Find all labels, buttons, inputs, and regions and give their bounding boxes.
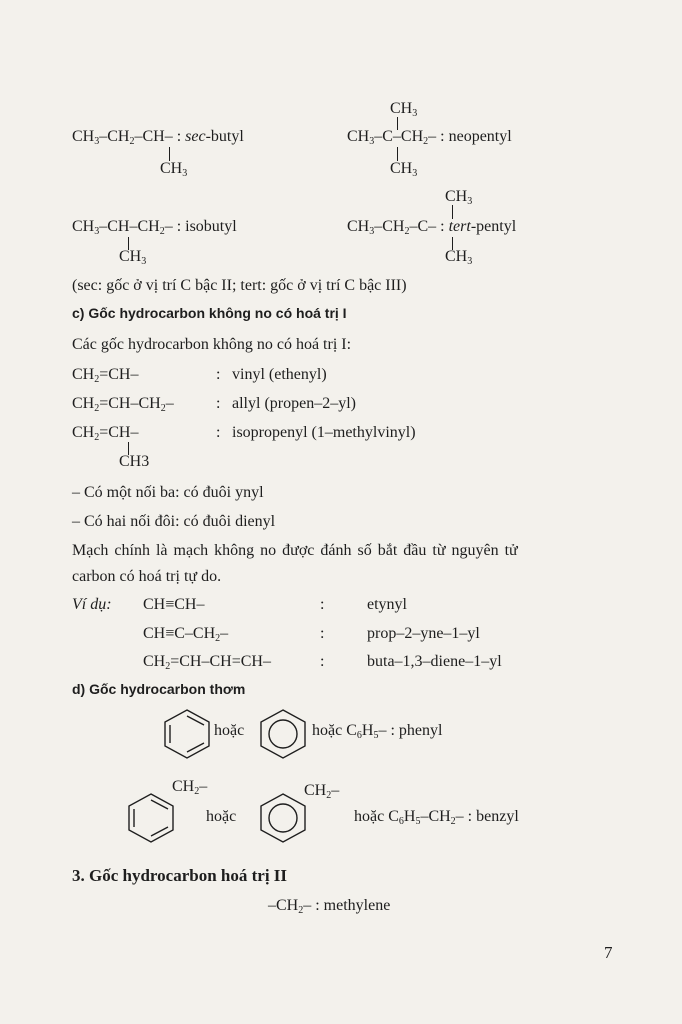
neopentyl-bottom: $CH_3$ <box>390 160 418 179</box>
tert-pentyl-bond-top <box>452 205 453 219</box>
page-number: 7 <box>604 943 613 962</box>
vinyl-sep: : <box>216 366 221 383</box>
neopentyl-bond-bottom <box>397 147 398 161</box>
section-3-heading: 3. Gốc hydrocarbon hoá trị II <box>72 866 288 885</box>
bullet-ynyl: – Có một nối ba: có đuôi ynyl <box>72 484 264 501</box>
sec-butyl-branch: $CH_3$ <box>160 160 188 179</box>
benzyl-ch2-a: $CH_2-$ <box>172 778 208 797</box>
etynyl-name: etynyl <box>367 596 407 613</box>
allyl-sep: : <box>216 395 221 412</box>
isopropenyl-formula: $CH_2=CH-$ <box>72 424 139 443</box>
isopropenyl-branch: CH3 <box>119 453 150 470</box>
butadienyl-formula: $CH_2=CH-CH=CH-$ <box>143 653 271 672</box>
bullet-dienyl: – Có hai nối đôi: có đuôi dienyl <box>72 513 276 530</box>
methylene-row: $-CH_2-$ : methylene <box>268 897 391 916</box>
benzyl-or-2: hoặc $C_6H_5-CH_2-$ : benzyl <box>354 808 519 827</box>
benzyl-ch2-b: $CH_2-$ <box>304 782 340 801</box>
isobutyl-formula: $CH_3-CH-CH_2-$ : isobutyl <box>72 218 237 237</box>
propynyl-formula: $CH\equiv C-CH_2-$ <box>143 625 229 644</box>
benzyl-aromatic-icon <box>256 790 310 846</box>
allyl-name: allyl (propen–2–yl) <box>232 395 356 412</box>
neopentyl-formula: $CH_3-C-CH_2-$ : neopentyl <box>347 128 512 147</box>
section-c-heading: c) Gốc hydrocarbon không no có hoá trị I <box>72 305 347 321</box>
neopentyl-top: $CH_3$ <box>390 100 418 119</box>
benzene-aromatic-icon <box>256 706 310 762</box>
vinyl-name: vinyl (ethenyl) <box>232 366 327 383</box>
isopropenyl-sep: : <box>216 424 221 441</box>
propynyl-name: prop–2–yne–1–yl <box>367 625 480 642</box>
butadienyl-name: buta–1,3–diene–1–yl <box>367 653 502 670</box>
benzene-kekule-icon <box>160 706 214 762</box>
benzyl-kekule-icon <box>124 790 178 846</box>
tert-pentyl-top: $CH_3$ <box>445 188 473 207</box>
example-label: Ví dụ: <box>72 596 112 613</box>
section-d-heading: d) Gốc hydrocarbon thơm <box>72 681 246 697</box>
tert-pentyl-bottom: $CH_3$ <box>445 248 473 267</box>
isopropenyl-name: isopropenyl (1–methylvinyl) <box>232 424 416 441</box>
phenyl-or-2: hoặc $C_6H_5-$ : phenyl <box>312 722 443 741</box>
phenyl-or-1: hoặc <box>214 722 245 739</box>
propynyl-sep: : <box>320 625 325 642</box>
butadienyl-sep: : <box>320 653 325 670</box>
allyl-formula: $CH_2=CH-CH_2-$ <box>72 395 174 414</box>
etynyl-sep: : <box>320 596 325 613</box>
main-chain-paragraph-cont: carbon có hoá trị tự do. <box>72 568 222 585</box>
note: (sec: gốc ở vị trí C bậc II; tert: gốc ở vị trí C bậc III) <box>72 277 407 294</box>
tert-pentyl-formula: $CH_3-CH_2-C-$ : tert-pentyl <box>347 218 517 237</box>
sec-butyl-formula: $CH_3-CH_2-CH-$ : sec-butyl <box>72 128 244 147</box>
isobutyl-branch: $CH_3$ <box>119 248 147 267</box>
main-chain-paragraph: Mạch chính là mạch không no được đánh số bắt đầu từ nguyên tử <box>72 542 518 559</box>
etynyl-formula: CH≡CH– <box>143 596 205 613</box>
section-c-intro: Các gốc hydrocarbon không no có hoá trị I: <box>72 336 352 353</box>
vinyl-formula: $CH_2=CH-$ <box>72 366 139 385</box>
benzyl-or-1: hoặc <box>206 808 237 825</box>
sec-butyl-bond <box>169 147 170 161</box>
